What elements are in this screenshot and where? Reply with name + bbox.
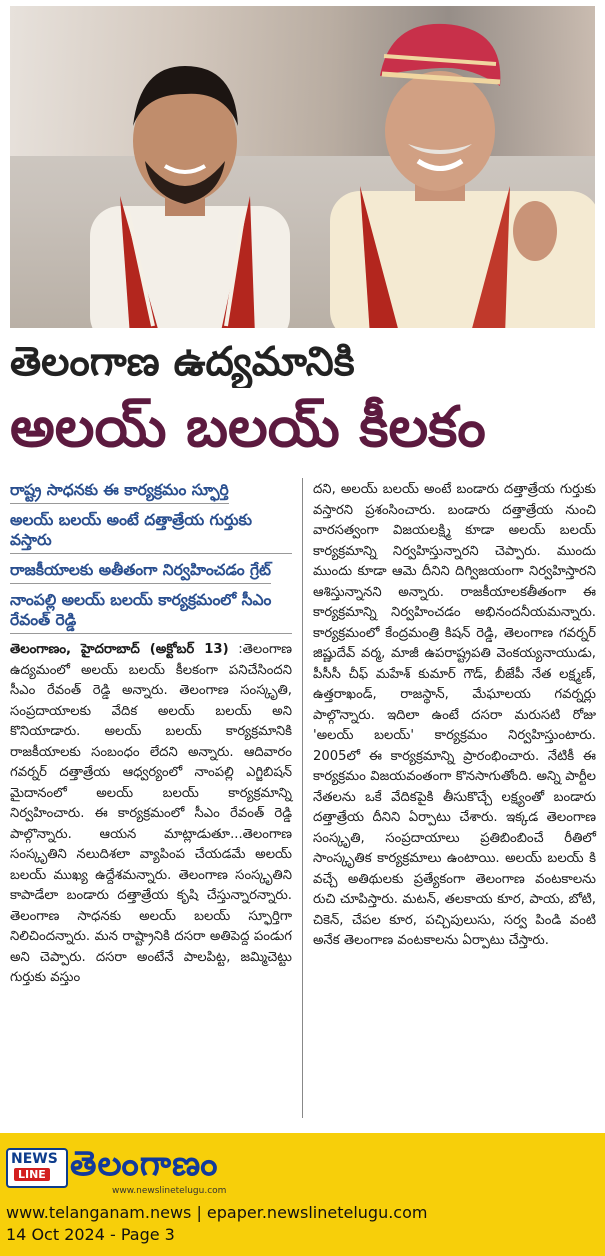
telanganam-logo: తెలంగాణం [70,1144,219,1184]
photo-person-left [50,36,310,328]
highlight-3: రాజకీయాలకు అతీతంగా నిర్వహించడం గ్రేట్ [10,560,271,584]
article-column-left [10,480,292,989]
photo-person-right [320,16,595,328]
headline-line-2: అలయ్ బలయ్ కీలకం [10,395,486,460]
footer-date-page: 14 Oct 2024 - Page 3 [6,1225,175,1244]
headline-line-1: తెలంగాణ ఉద్యమానికి [10,339,355,385]
article-column-right [313,480,596,952]
logo-url: www.newslinetelugu.com [112,1186,227,1196]
highlight-2: అలయ్ బలయ్ అంటే దత్తాత్రేయ గుర్తుకు వస్తారు [10,510,292,554]
column-divider [302,478,303,1118]
footer-band [0,1133,605,1256]
logo-news-text: NEWS [11,1151,58,1167]
footer-links[interactable]: www.telanganam.news | epaper.newslinetelugu.com [6,1203,428,1222]
highlight-1: రాష్ట్ర సాధనకు ఈ కార్యక్రమం స్ఫూర్తి [10,480,229,504]
article-text-left: :తెలంగాణ ఉద్యమంలో అలయ్ బలయ్ కీలకంగా పనిచేసిందని సీఎం రేవంత్ రెడ్డి అన్నారు. తెలంగాణ సంస్కృతి, సంప్రదాయాలకు వేదిక అలయ్ బలయ్ అని కొనియాడారు. అలయ్ బలయ్ కార్యక్రమానికి రాజకీయాలకు సంబంధం లేదని అన్నారు. ఆదివారం గవర్నర్ దత్తాత్రేయ ఆధ్వర్యంలో నాంపల్లి ఎగ్జిబిషన్ మైదానంలో అలయ్ బలయ్ కార్యక్రమాన్ని నిర్వహించారు. ఈ కార్యక్రమంలో సీఎం రేవంత్ రెడ్డి పాల్గొన్నారు. ఆయన మాట్లాడుతూ...తెలంగాణ సంస్కృతిని నలుదిశలా వ్యాపింప చేయడమే అలయ్ బలయ్ ముఖ్య ఉద్దేశమన్నారు. తెలంగాణ సంస్కృతిని కాపాడేలా బండారు దత్తాత్రేయ కృషి చేస్తున్నారన్నారు. తెలంగాణ సాధనకు అలయ్ బలయ్ స్ఫూర్తిగా నిలిచిందన్నారు. మన రాష్ట్రానికి దసరా అతిపెద్ద పండుగ అని చెప్పారు. దసరా అంటేనే పాలపిట్ట, జమ్మిచెట్టు గుర్తుకు వస్తుం [10,642,292,985]
logo-line-text: LINE [14,1168,50,1181]
news-photo [10,6,595,328]
article-body-left [10,640,292,989]
article-dateline: తెలంగాణం, హైదరాబాద్ (అక్టోబర్ 13) [10,642,229,657]
newsline-logo [6,1148,68,1188]
article-body-right: దని, అలయ్ బలయ్ అంటే బండారు దత్తాత్రేయ గుర్తుకు వస్తారని ప్రశంసించారు. బండారు దత్తాత్రేయ నుంచి వారసత్వంగా విజయలక్ష్మి కూడా అలయ్ బలయ్ కార్యక్రమాన్ని నిర్వహిస్తున్నారని చెప్పారు. ముందు ముందు కూడా ఆమె దీనిని దిగ్విజయంగా నిర్వహిస్తారని ఆశిస్తున్నానని అన్నారు. రాజకీయాలకతీతంగా ఈ కార్యక్రమాన్ని నిర్వహించడం అభినందనీయమన్నారు. కార్యక్రమంలో కేంద్రమంత్రి కిషన్ రెడ్డి, తెలంగాణ గవర్నర్ జిష్ణుదేవ్ వర్మ, మాజీ ఉపరాష్ట్రపతి వెంకయ్యనాయుడు, పీసీసీ చీఫ్ మహేశ్ కుమార్ గౌడ్, బీజేపీ నేత లక్ష్మణ్, ఉత్తరాఖండ్, రాజస్థాన్, మేఘాలయ గవర్నర్లు పాల్గొన్నారు. ఇదిలా ఉంటే దసరా మరుసటి రోజు 'అలయ్ బలయ్' కార్యక్రమం నిర్వహిస్తుంటారు. 2005లో ఈ కార్యక్రమాన్ని ప్రారంభించారు. నేటికీ ఈ కార్యక్రమం విజయవంతంగా కొనసాగుతోంది. అన్ని పార్టీల నేతలను ఒకే వేదికపైకి తీసుకొచ్చే లక్ష్యంతో బండారు దత్తాత్రేయ దీనిని ఏర్పాటు చేశారు. ఇక్కడ తెలంగాణ సంస్కృతి, సంప్రదాయాలు ప్రతిబింబించే రీతిలో సాంస్కృతిక కార్యక్రమాలు ఉంటాయి. అలయ్ బలయ్ కి వచ్చే అతిథులకు ప్రత్యేకంగా తెలంగాణ వంటకాలను రుచి చూపిస్తారు. మటన్, తలకాయ కూర, పాయ, బోటి, చికెన్, చేపల కూర, పచ్చిపులుసు, సర్వ పిండి వంటి అనేక తెలంగాణ వంటకాలను ఏర్పాటు చేస్తారు. [313,482,596,948]
highlight-4: నాంపల్లి అలయ్ బలయ్ కార్యక్రమంలో సీఎం రేవంత్ రెడ్డి [10,590,292,634]
